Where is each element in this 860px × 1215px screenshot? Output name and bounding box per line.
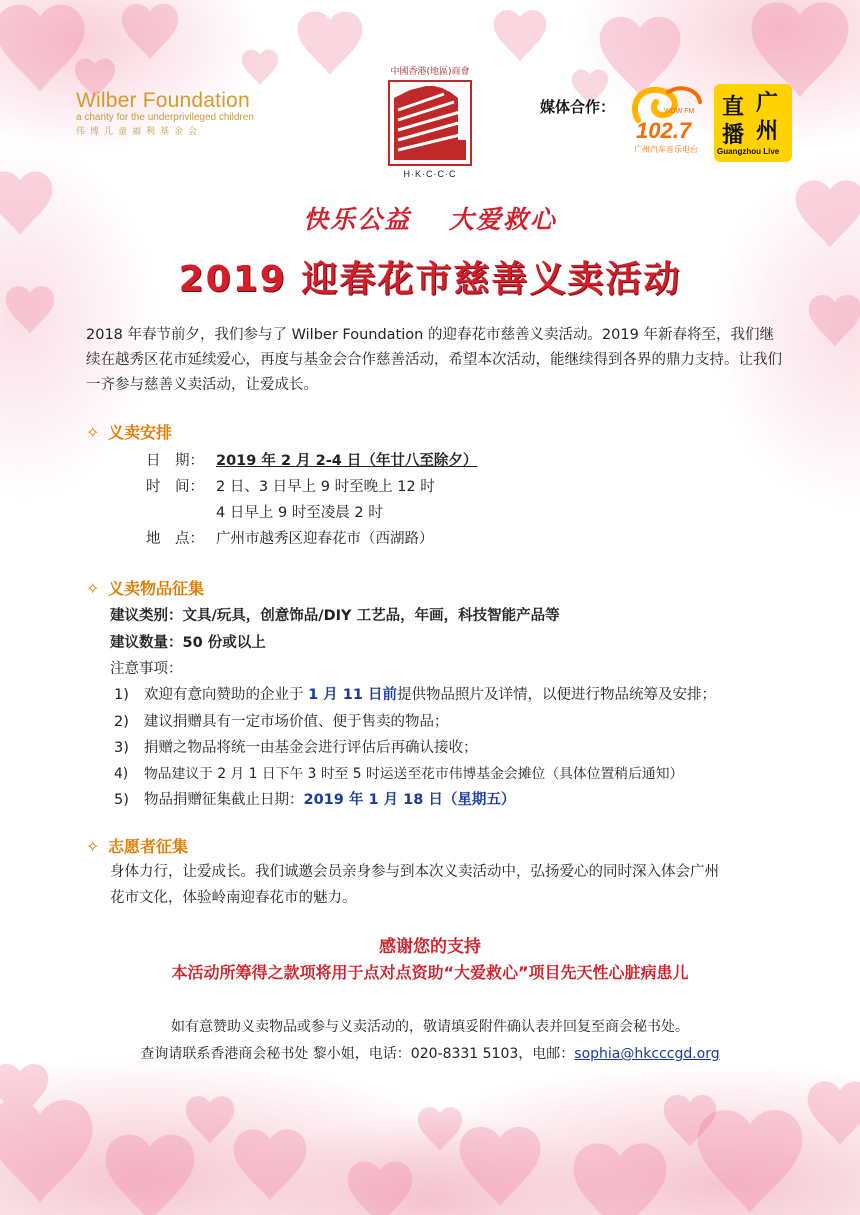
time-label: 时 间： xyxy=(146,479,204,495)
note-item xyxy=(114,788,515,809)
category-value: 文具/玩具，创意饰品/DIY 工艺品，年画，科技智能产品等 xyxy=(182,608,560,624)
notes-label: 注意事项： xyxy=(110,661,183,677)
note-highlight: 1 月 11 日前 xyxy=(308,687,398,703)
category-label: 建议类别： xyxy=(110,608,183,624)
gz-char-4: 州 xyxy=(756,119,779,144)
volunteer-section-heading xyxy=(86,834,188,857)
wdw-frequency: 102.7 xyxy=(636,118,692,143)
date-value: 2019 年 2 月 2-4 日（年廿八至除夕） xyxy=(216,453,478,469)
gz-char-3: 播 xyxy=(722,123,745,148)
note-item xyxy=(114,683,716,704)
wdw-fm-logo xyxy=(628,84,708,162)
sale-place-row xyxy=(146,527,434,548)
page-title: 2019 迎春花市慈善义卖活动 xyxy=(178,259,682,300)
purpose-statement: 本活动所筹得之款项将用于点对点资助“大爱救心”项目先天性心脏病患儿 xyxy=(171,963,689,982)
footer-contact xyxy=(0,1043,860,1063)
gz-char-2: 广 xyxy=(756,91,779,116)
footer-instructions: 如有意赞助义卖物品或参与义卖活动的，敬请填妥附件确认表并回复至商会秘书处。 xyxy=(171,1019,689,1035)
media-partner-label: 媒体合作： xyxy=(540,98,616,116)
wilber-foundation-cn-name: 伟博儿童福利基金会 xyxy=(76,127,203,137)
guangzhou-live-logo xyxy=(714,84,792,162)
sale-section-heading xyxy=(86,420,172,443)
volunteer-heading-text: 志愿者征集 xyxy=(108,837,189,856)
chamber-emblem-icon xyxy=(388,80,472,166)
note-text: 建议捐赠具有一定市场价值、便于售卖的物品； xyxy=(144,714,449,730)
sparkle-icon: ✧ xyxy=(86,837,100,856)
date-label: 日 期： xyxy=(146,453,204,469)
place-label: 地 点： xyxy=(146,531,204,547)
note-text: 欢迎有意向赞助的企业于 xyxy=(144,687,309,703)
wdw-fm-text: WDW FM xyxy=(664,108,695,115)
wilber-foundation-name: Wilber Foundation xyxy=(76,89,250,112)
time-value-1: 2 日、3 日早上 9 时至晚上 12 时 xyxy=(216,479,435,495)
note-number: 2) xyxy=(114,714,129,730)
intro-paragraph: 2018 年春节前夕，我们参与了 Wilber Foundation 的迎春花市慈善义卖活动。2019 年新春将至，我们继续在越秀区花市延续爱心，再度与基金会合作慈善活动，希望本次活动，能继续得到各界的鼎力支持。让我们一齐参与慈善义卖活动，让爱成长。 xyxy=(86,327,782,393)
note-text-after: 提供物品照片及详情，以便进行物品统筹及安排； xyxy=(397,687,717,703)
sale-time-row xyxy=(146,475,435,496)
sale-time-row-2 xyxy=(216,501,383,522)
volunteer-line-2: 花市文化，体验岭南迎春花市的魅力。 xyxy=(110,890,357,906)
note-text: 物品建议于 2 月 1 日下午 3 时至 5 时运送至花市伟博基金会摊位（具体位置稍后通知） xyxy=(144,766,684,782)
note-item xyxy=(114,762,683,782)
items-category-row xyxy=(110,604,560,625)
items-quantity-row xyxy=(110,631,266,652)
sale-date-row xyxy=(146,449,477,470)
volunteer-line-1: 身体力行，让爱成长。我们诚邀会员亲身参与到本次义卖活动中，弘扬爱心的同时深入体会广州 xyxy=(110,864,719,880)
gz-english-name: Guangzhou Live xyxy=(717,147,780,156)
note-text: 物品捐赠征集截止日期： xyxy=(144,792,304,808)
wilber-foundation-logo xyxy=(76,90,276,138)
sparkle-icon: ✧ xyxy=(86,423,100,442)
gz-char-1: 直 xyxy=(722,95,745,120)
place-value: 广州市越秀区迎春花市（西湖路） xyxy=(216,531,434,547)
wilber-foundation-tagline: a charity for the underprivileged children xyxy=(76,112,254,123)
items-section-heading xyxy=(86,576,204,599)
quantity-label: 建议数量： xyxy=(110,635,183,651)
note-number: 3) xyxy=(114,740,129,756)
chamber-cn-name: 中國香港(地區)商會 xyxy=(390,67,470,77)
note-highlight: 2019 年 1 月 18 日（星期五） xyxy=(303,792,516,808)
thanks-heading: 感谢您的支持 xyxy=(379,937,481,957)
note-number: 1) xyxy=(114,687,129,703)
chamber-logo xyxy=(384,66,476,180)
contact-text: 查询请联系香港商会秘书处 黎小姐，电话：020-8331 5103，电邮： xyxy=(140,1046,575,1062)
note-item xyxy=(114,736,478,757)
time-value-2: 4 日早上 9 时至凌晨 2 时 xyxy=(216,505,383,521)
sparkle-icon: ✧ xyxy=(86,579,100,598)
note-number: 5) xyxy=(114,792,129,808)
note-number: 4) xyxy=(114,766,129,782)
sale-heading-text: 义卖安排 xyxy=(108,423,173,442)
note-item xyxy=(114,710,449,731)
chamber-abbreviation: H·K·C·C·C xyxy=(403,169,457,179)
items-heading-text: 义卖物品征集 xyxy=(108,579,205,598)
quantity-value: 50 份或以上 xyxy=(182,635,266,651)
note-text: 捐赠之物品将统一由基金会进行评估后再确认接收； xyxy=(144,740,478,756)
email-link[interactable]: sophia@hkcccgd.org xyxy=(574,1046,720,1062)
slogan: 快乐公益 大爱救心 xyxy=(303,205,557,234)
wdw-caption: 广州汽车音乐电台 xyxy=(634,145,698,154)
